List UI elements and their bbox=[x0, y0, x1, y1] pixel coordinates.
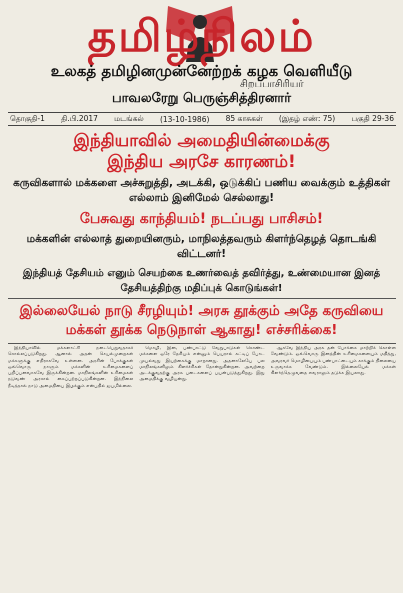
divider bbox=[8, 298, 396, 299]
masthead-title: தமிழ்நிலம் bbox=[87, 11, 316, 62]
article-column bbox=[8, 346, 133, 586]
divider bbox=[8, 343, 396, 344]
warning-headline-line1: இல்லையேல் நாடு சீரழியும்! அரசு தூக்கும் அதே கருவியை bbox=[19, 303, 384, 319]
issue-date: (13-10-1986) bbox=[159, 114, 210, 124]
issue-info-bar bbox=[8, 112, 396, 126]
issue-date-tamil: தி.பி.2017 bbox=[61, 114, 98, 123]
block-text-1: மக்களின் எல்லாத் துறையினரும், மாநிலத்தவரும் கிளர்ந்தெழத் தொடங்கி விட்டனர்! bbox=[26, 233, 377, 260]
issue-month: மடங்கல் bbox=[114, 114, 144, 123]
page-ref: பகுதி 29-36 bbox=[351, 114, 394, 123]
warning-headline bbox=[0, 302, 403, 340]
issue-price: 85 காசுகள் bbox=[225, 114, 263, 123]
column-paragraph: ஆகவே இந்திய அரசு தன் போக்கை மாற்றிக் கொள்ள வேண்டும். ஒவ்வொரு இனத்தின் உரிமைகளையும் மதித்து, அவரவர் மொழியையும் பண்பாட்டையும் காக்கும் நிலையை உருவாக்க வேண்டும். இல்லையேல் மக்கள் கிளர்ந்தெழுவதை எவராலும் தடுக்க இயலாது. bbox=[270, 346, 396, 377]
column-paragraph: மொழி, இன, பண்பாட்டு வேறுபாடுகள் கொண்ட மக்களை ஒரே தேசியம் என்னும் பெயரால் கட்டிப் போட முயல்வது இயற்கைக்கு மாறானது. அதனாலேயே பல மாநிலங்களிலும் கிளர்ச்சிகள் தோன்றுகின்றன. அவற்றை அடக்குவதற்கு அரசு படைகளைப் பயன்படுத்துகிறது. இது அமைதிக்கு வழியன்று. bbox=[139, 346, 265, 383]
article-column bbox=[271, 346, 396, 586]
main-headline-line1: இந்தியாவில் அமைதியின்மைக்கு bbox=[73, 131, 330, 151]
lede-text: கருவிகளால் மக்களை அச்சுறுத்தி, அடக்கி, ஒடுக்கிப் பணிய வைக்கும் உத்திகள் எல்லாம் இனிமேல் செல்லாது! bbox=[13, 177, 390, 204]
article-column bbox=[139, 346, 264, 586]
editor-role: சிறப்பாசிரியர் bbox=[240, 79, 304, 90]
issue-number: (இதழ் எண்: 75) bbox=[278, 114, 336, 123]
article-columns bbox=[8, 346, 396, 586]
column-paragraph: இந்தியாவில் மக்களாட்சி நடைபெறுவதாகச் சொல்லப்படுகிறது. ஆனால் அதன் செயல்முறைகள் மக்களுக்கு எதிராகவே உள்ளன. அரசின் போக்குகள் ஒவ்வொரு நாளும் மக்களின் உரிமைகளைப் பறிப்பனவாகவே இருக்கின்றன. மாநிலங்களின் உரிமைகள் நடுவண் அரசால் கைப்பற்றப்படுகின்றன. இந்நிலை நீடித்தால் நாடு அமைதியை இழக்கும் என்பதில் ஐயமில்லை. bbox=[8, 346, 134, 389]
masthead bbox=[0, 0, 403, 106]
org-line: உலகத் தமிழினமுன்னேற்றக் கழக வெளியீடு bbox=[50, 62, 353, 80]
editor-name: பாவலரேறு பெருஞ்சித்திரனார் bbox=[111, 91, 292, 106]
warning-headline-line2: மக்கள் தூக்க நெடுநாள் ஆகாது! எச்சரிக்கை! bbox=[65, 322, 338, 338]
block-text-2: இந்தியத் தேசியம் எனும் செயற்கை உணர்வைத் தவிர்த்து, உண்மையான இனத் தேசியத்திற்கு மதிப்புக் கொடுங்கள்! bbox=[22, 268, 381, 294]
issue-volume: தொகுதி-1 bbox=[10, 114, 45, 123]
subheadline: பேசுவது காந்தியம்! நடப்பது பாசிசம்! bbox=[79, 211, 324, 227]
main-headline-line2: இந்திய அரசே காரணம்! bbox=[107, 152, 296, 172]
